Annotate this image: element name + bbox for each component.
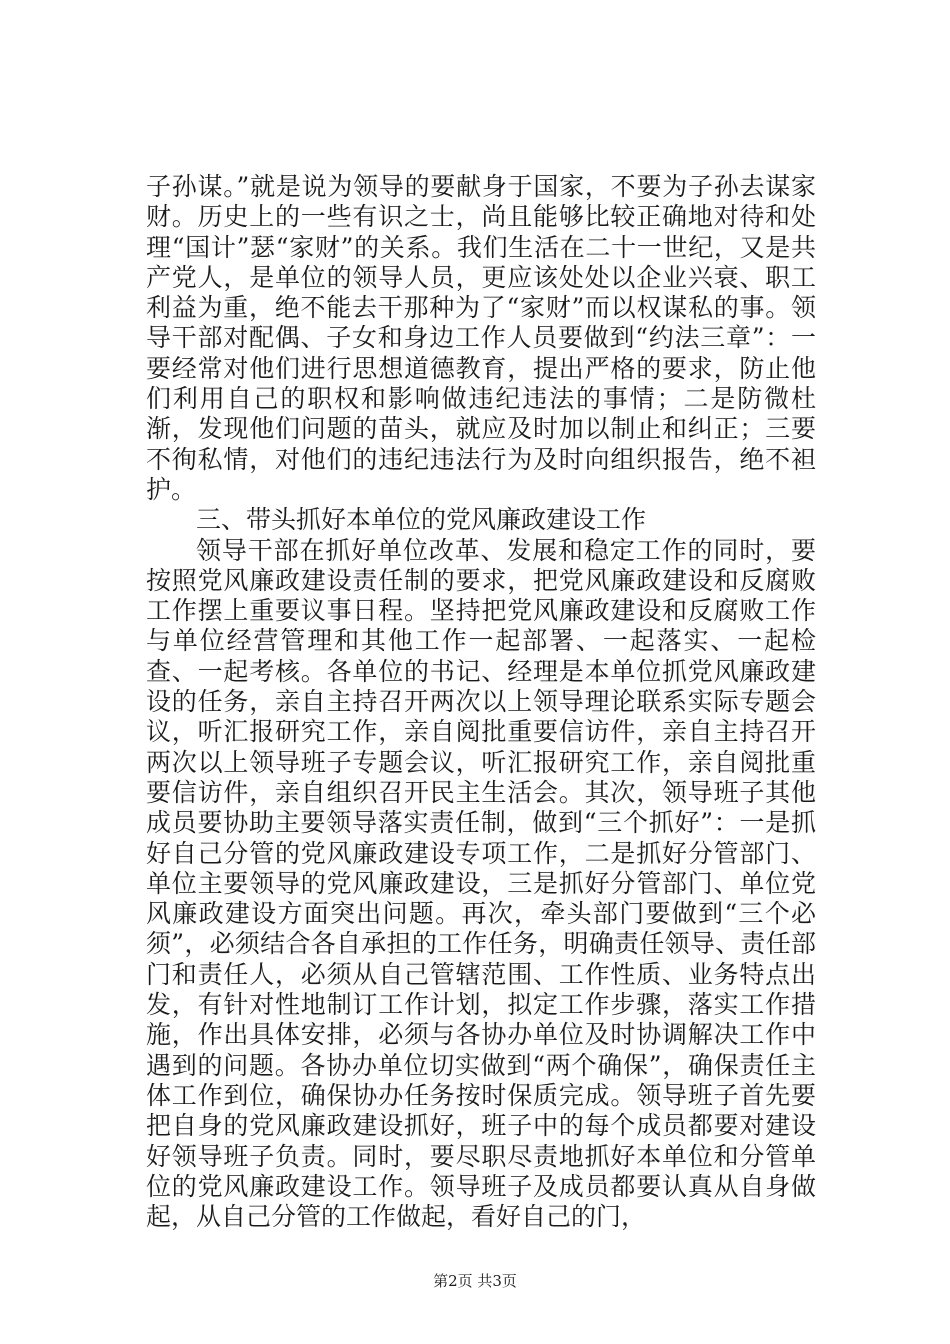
paragraph-body: 领导干部在抓好单位改革、发展和稳定工作的同时，要按照党风廉政建设责任制的要求，把党风廉政建设和反腐败工作摆上重要议事日程。坚持把党风廉政建设和反腐败工作与单位经营管理和其他工作一起部署、一起落实、一起检查、一起考核。各单位的书记、经理是本单位抓党风廉政建设的任务，亲自主持召开两次以上领导理论联系实际专题会议，听汇报研究工作，亲自阅批重要信访件，亲自主持召开两次以上领导班子专题会议，听汇报研究工作，亲自阅批重要信访件，亲自组织召开民主生活会。其次，领导班子其他成员要协助主要领导落实责任制，做到“三个抓好”：一是抓好自己分管的党风廉政建设专项工作，二是抓好分管部门、单位主要领导的党风廉政建设，三是抓好分管部门、单位党风廉政建设方面突出问题。再次，牵头部门要做到“三个必须”，必须结合各自承担的工作任务，明确责任领导、责任部门和责任人，必须从自己管辖范围、工作性质、业务特点出发，有针对性地制订工作计划，拟定工作步骤，落实工作措施，作出具体安排，必须与各协办单位及时协调解决工作中遇到的问题。各协办单位切实做到“两个确保”，确保责任主体工作到位，确保协办任务按时保质完成。领导班子首先要把自身的党风廉政建设抓好，班子中的每个成员都要对建设好领导班子负责。同时，要尽职尽责地抓好本单位和分管单位的党风廉政建设工作。领导班子及成员都要认真从自身做起，从自己分管的工作做起，看好自己的门， (146, 535, 816, 1232)
page-total: 共3页 (477, 1272, 517, 1290)
page-footer (0, 1270, 950, 1291)
page-number: 第2页 (433, 1272, 473, 1290)
section-heading: 三、带头抓好本单位的党风廉政建设工作 (196, 505, 647, 535)
paragraph-continuation: 子孙谋。”就是说为领导的要献身于国家，不要为子孙去谋家财。历史上的一些有识之士，尚且能够比较正确地对待和处理“国计”瑟“家财”的关系。我们生活在二十一世纪，又是共产党人，是单位的领导人员，更应该处处以企业兴衰、职工利益为重，绝不能去干那种为了“家财”而以权谋私的事。领导干部对配偶、子女和身边工作人员要做到“约法三章”：一要经常对他们进行思想道德教育，提出严格的要求，防止他们利用自己的职权和影响做违纪违法的事情；二是防微杜渐，发现他们问题的苗头，就应及时加以制止和纠正；三要不徇私情，对他们的违纪违法行为及时向组织报告，绝不袒护。 (146, 172, 816, 504)
document-body (146, 172, 816, 1232)
